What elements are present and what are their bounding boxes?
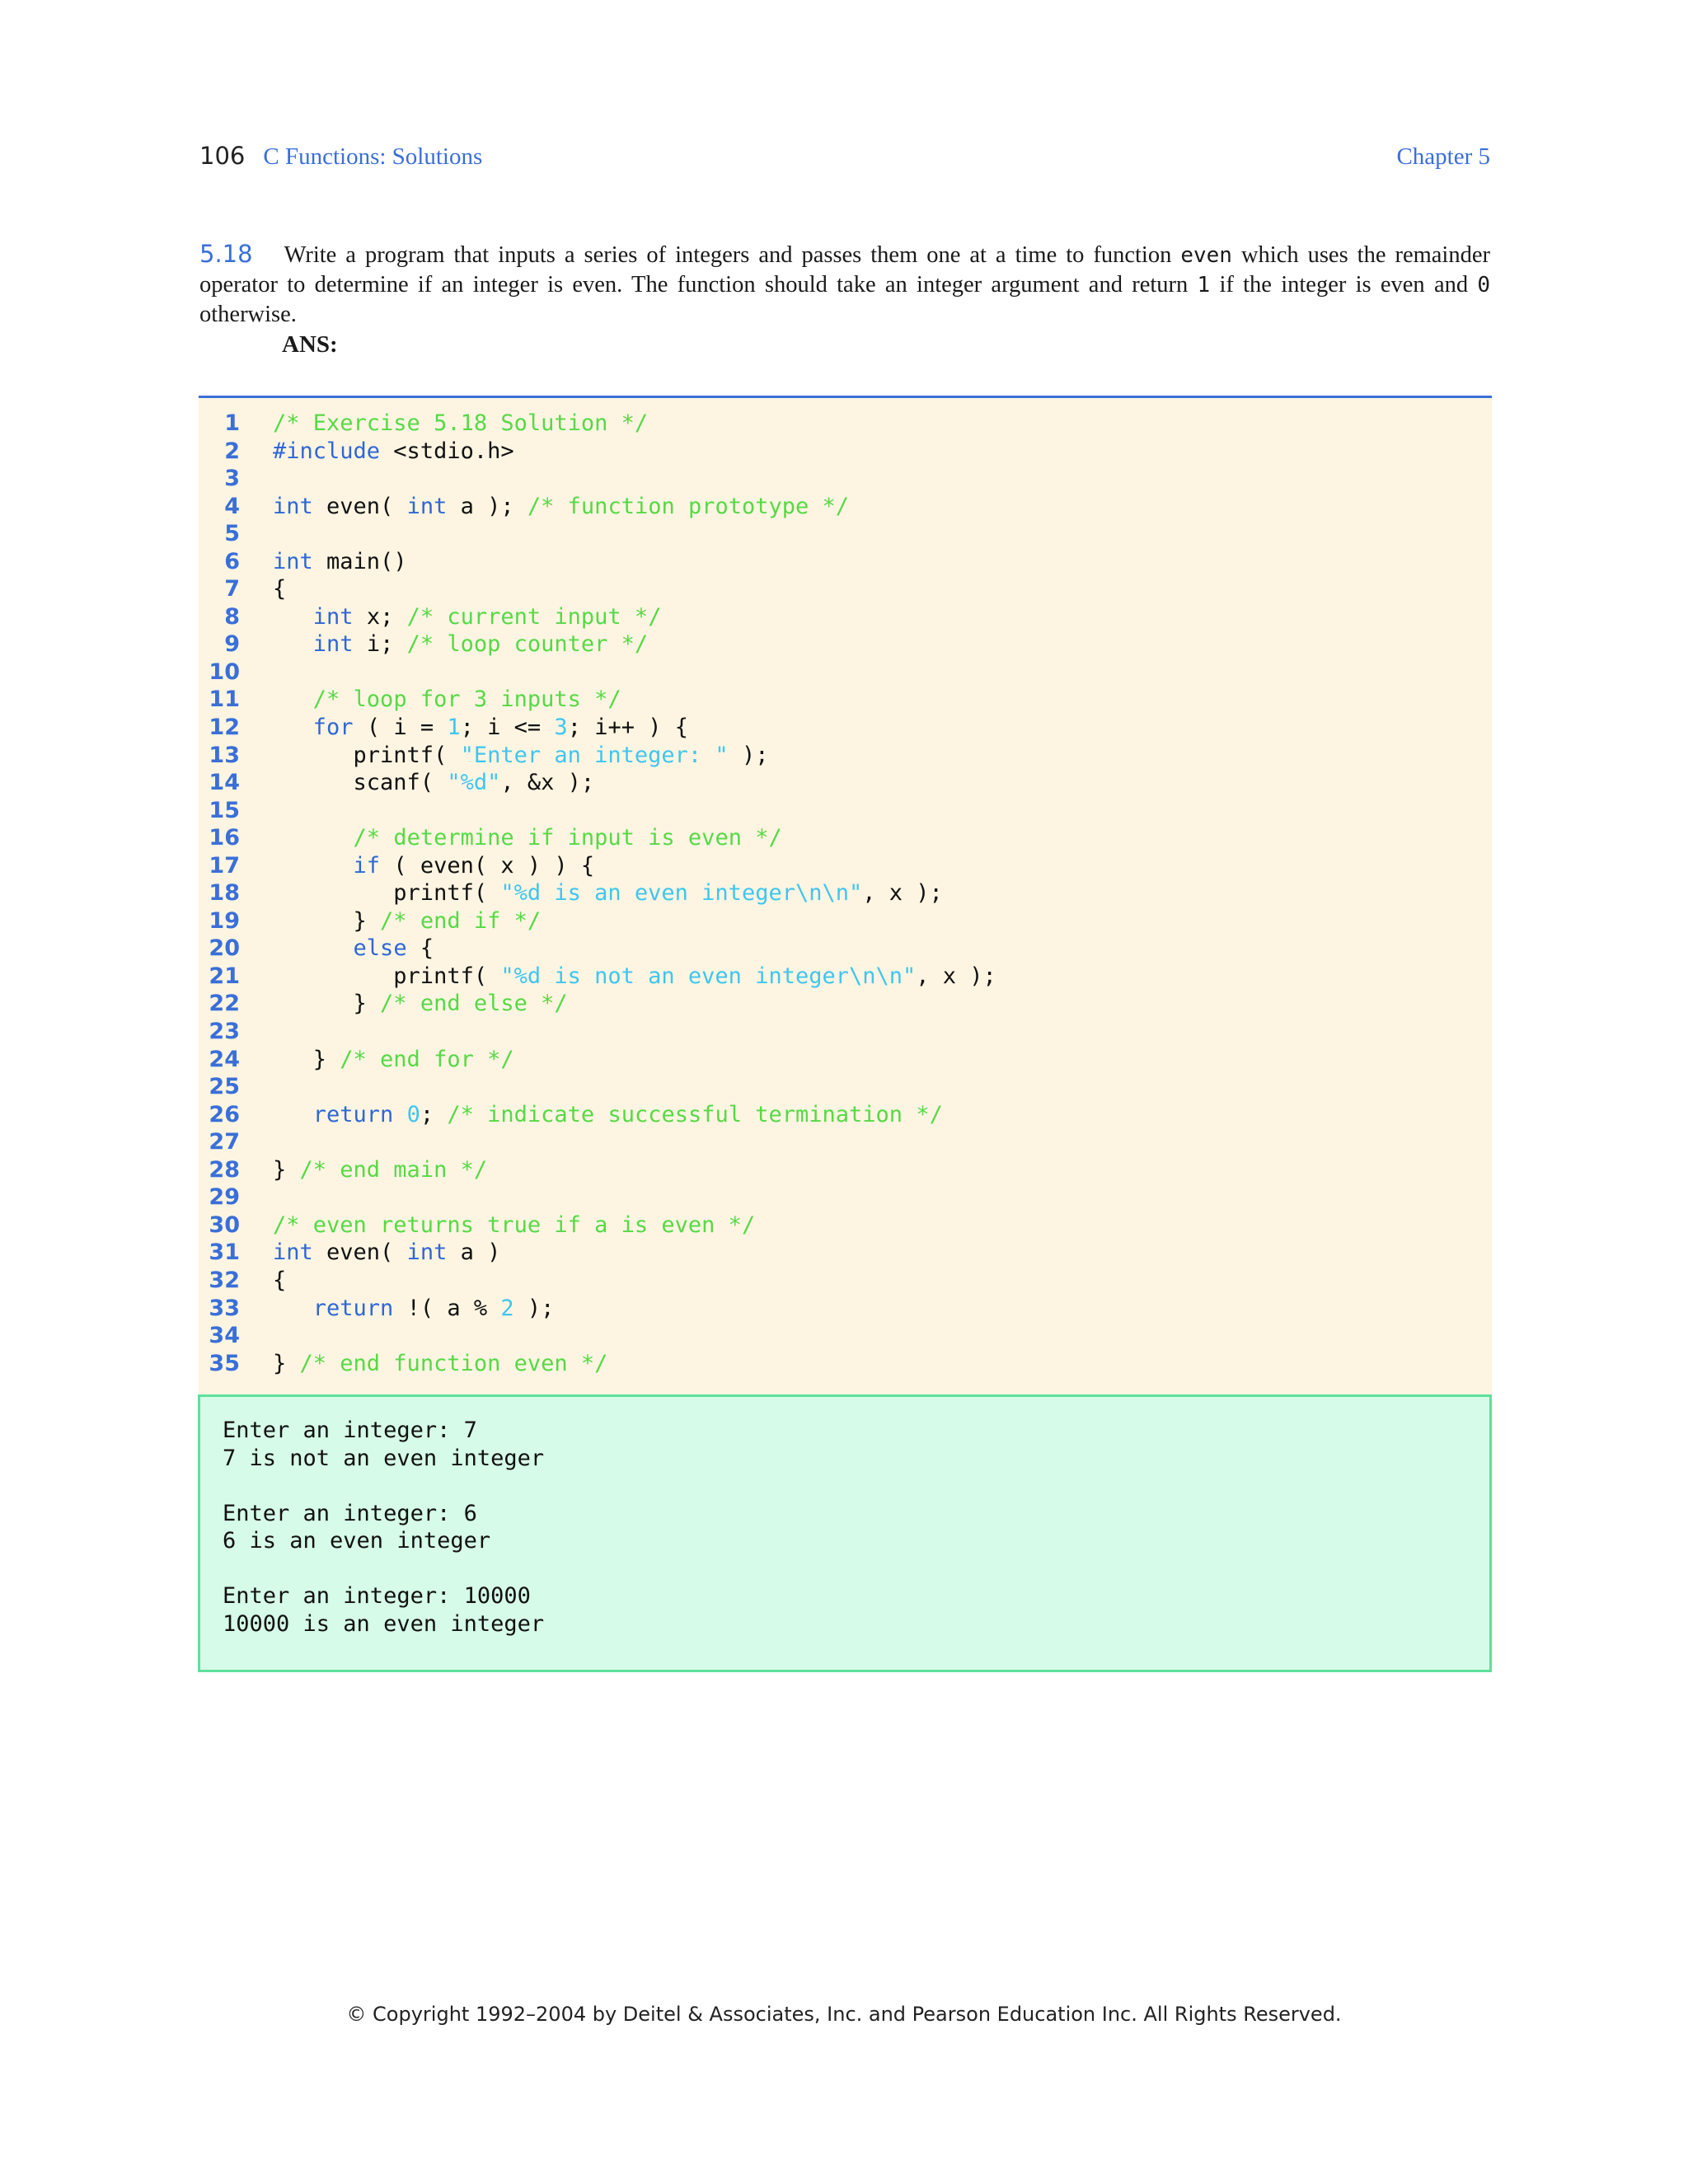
line-code: } /* end if */ (273, 907, 542, 934)
code-line (199, 1212, 1492, 1240)
line-code: /* loop for 3 inputs */ (312, 687, 621, 713)
code-line (199, 1239, 1492, 1267)
line-number: 13 (209, 742, 240, 768)
line-code: } /* end main */ (273, 1156, 488, 1183)
line-number: 22 (209, 991, 240, 1017)
line-number: 9 (224, 631, 240, 658)
line-number: 32 (209, 1267, 240, 1293)
line-code: int i; /* loop counter */ (312, 631, 649, 658)
line-number: 34 (209, 1323, 240, 1349)
code-line (199, 686, 1492, 714)
line-number: 24 (209, 1046, 240, 1072)
line-number: 18 (209, 880, 240, 907)
code-line (199, 520, 1492, 548)
code-line (199, 990, 1492, 1018)
page-number: 106 (199, 142, 246, 170)
line-number: 20 (209, 935, 240, 962)
code-line (199, 658, 1492, 687)
line-number: 28 (209, 1156, 240, 1183)
line-number: 21 (209, 963, 240, 989)
code-line (199, 630, 1492, 658)
line-number: 31 (209, 1240, 240, 1266)
exercise-text-3: if the integer is even and (1210, 272, 1478, 298)
code-line (199, 493, 1492, 521)
inline-code-zero: 0 (1477, 273, 1491, 298)
line-number: 4 (224, 493, 240, 519)
line-code: int even( int a ) (273, 1240, 501, 1266)
line-code: } /* end else */ (273, 991, 568, 1017)
code-line (199, 879, 1492, 907)
line-code: /* Exercise 5.18 Solution */ (273, 410, 649, 436)
line-code: int main() (273, 548, 407, 574)
line-code: else { (353, 935, 434, 962)
line-number: 26 (209, 1101, 240, 1127)
code-line (199, 465, 1492, 493)
page-header (199, 142, 1490, 175)
line-number: 33 (209, 1295, 240, 1321)
program-output (198, 1394, 1492, 1672)
output-line: Enter an integer: 7 (223, 1418, 477, 1443)
line-code: { (273, 1267, 287, 1293)
exercise-text-4: otherwise. (199, 302, 297, 327)
line-code: /* determine if input is even */ (353, 825, 782, 851)
line-code: scanf( "%d", &x ); (273, 770, 595, 796)
exercise-number: 5.18 (199, 240, 253, 268)
line-code: printf( "%d is not an even integer\n\n", x ); (273, 963, 996, 989)
line-code: #include <stdio.h> (273, 438, 514, 464)
chapter-label: Chapter 5 (1396, 143, 1490, 170)
line-number: 14 (209, 770, 240, 796)
code-line (199, 824, 1492, 852)
line-code: return 0; /* indicate successful termination */ (312, 1101, 943, 1127)
code-line (199, 1073, 1492, 1101)
code-line (199, 548, 1492, 576)
exercise-statement (199, 239, 1490, 330)
code-line (199, 769, 1492, 797)
code-listing (199, 396, 1492, 1394)
line-number: 16 (209, 825, 240, 851)
output-line: 7 is not an even integer (223, 1445, 545, 1471)
running-title: C Functions: Solutions (263, 143, 483, 170)
code-line (199, 575, 1492, 603)
line-number: 6 (224, 548, 240, 574)
code-line (199, 935, 1492, 963)
code-line (199, 1322, 1492, 1350)
line-number: 1 (224, 410, 240, 436)
output-line (223, 1555, 544, 1583)
line-code: for ( i = 1; i <= 3; i++ ) { (312, 715, 688, 741)
code-line (199, 1046, 1492, 1074)
code-line (199, 714, 1492, 742)
line-number: 30 (209, 1212, 240, 1238)
code-line (199, 907, 1492, 935)
output-lines (223, 1417, 544, 1638)
line-number: 15 (209, 797, 240, 823)
output-line: Enter an integer: 10000 (223, 1583, 531, 1610)
line-code: if ( even( x ) ) { (353, 852, 595, 879)
line-number: 10 (209, 658, 240, 685)
line-code: } /* end for */ (273, 1046, 514, 1072)
inline-code-even: even (1180, 243, 1232, 268)
copyright-footer: © Copyright 1992–2004 by Deitel & Associates, Inc. and Pearson Education Inc. All Rights Reserved. (346, 2003, 1342, 2026)
line-code: int x; /* current input */ (312, 603, 662, 630)
line-number: 19 (209, 907, 240, 934)
line-code: } /* end function even */ (273, 1350, 608, 1376)
output-line: 6 is an even integer (223, 1528, 491, 1554)
inline-code-one: 1 (1197, 273, 1211, 298)
code-lines (199, 410, 1492, 1377)
line-code: printf( "Enter an integer: " ); (273, 742, 769, 768)
line-number: 29 (209, 1184, 240, 1211)
output-line: 10000 is an even integer (223, 1610, 545, 1637)
line-number: 5 (224, 521, 240, 547)
line-number: 12 (209, 715, 240, 741)
line-number: 17 (209, 852, 240, 879)
code-line (199, 797, 1492, 825)
output-line (223, 1472, 544, 1500)
code-line (199, 438, 1492, 466)
output-line: Enter an integer: 6 (223, 1500, 477, 1526)
code-line (199, 1267, 1492, 1295)
code-line (199, 1156, 1492, 1184)
exercise-text-2: which uses the remainder operator to determine if an integer is even. The function should take an integer argument and return (199, 242, 1490, 298)
answer-label: ANS: (282, 331, 338, 358)
line-number: 3 (224, 466, 240, 492)
line-number: 2 (224, 438, 240, 464)
line-number: 8 (224, 603, 240, 630)
line-code: return !( a % 2 ); (312, 1295, 555, 1321)
line-number: 35 (209, 1350, 240, 1376)
code-line (199, 1350, 1492, 1378)
line-number: 11 (209, 687, 240, 713)
code-line (199, 410, 1492, 438)
line-number: 25 (209, 1074, 240, 1100)
code-line (199, 1128, 1492, 1156)
code-line (199, 1101, 1492, 1129)
code-line (199, 603, 1492, 631)
exercise-text-1: Write a program that inputs a series of integers and passes them one at a time to function (284, 242, 1181, 268)
code-line (199, 1295, 1492, 1323)
code-line (199, 852, 1492, 880)
line-number: 23 (209, 1019, 240, 1045)
code-line (199, 1018, 1492, 1046)
line-number: 7 (224, 576, 240, 602)
line-number: 27 (209, 1129, 240, 1155)
code-line (199, 742, 1492, 770)
code-line (199, 1183, 1492, 1212)
line-code: int even( int a ); /* function prototype */ (273, 493, 850, 519)
line-code: /* even returns true if a is even */ (273, 1212, 756, 1238)
code-line (199, 963, 1492, 991)
line-code: { (273, 576, 287, 602)
line-code: printf( "%d is an even integer\n\n", x ); (273, 880, 943, 907)
